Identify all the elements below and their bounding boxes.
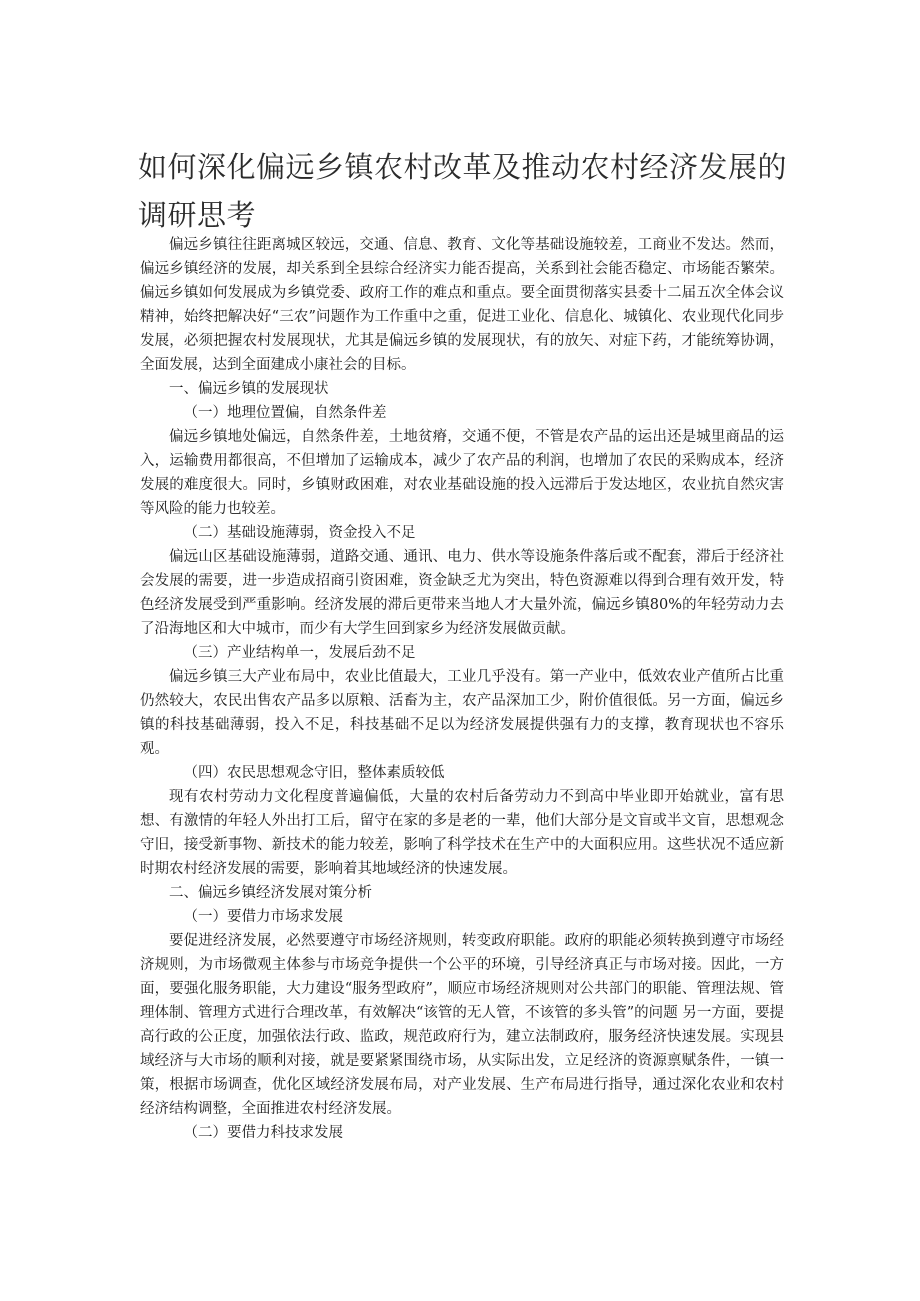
document-body bbox=[140, 233, 784, 1145]
title-line-2: 调研思考 bbox=[138, 198, 257, 233]
section-2-2-heading: （二）要借力科技求发展 bbox=[183, 1125, 343, 1141]
section-1-heading: 一、偏远乡镇的发展现状 bbox=[169, 381, 329, 397]
section-1-2-paragraph: 偏远山区基础设施薄弱，道路交通、通讯、电力、供水等设施条件落后或不配套，滞后于经济社会发展的需要，进一步造成招商引资困难，资金缺乏尤为突出，特色资源难以得到合理有效开发，特色经济发展受到严重影响。经济发展的滞后更带来当地人才大量外流，偏远乡镇80%的年轻劳动力去了沿海地区和大中城市，而少有大学生回到家乡为经济发展做贡献。 bbox=[140, 549, 784, 637]
section-2-1-heading: （一）要借力市场求发展 bbox=[183, 909, 343, 925]
section-1-2-heading: （二）基础设施薄弱，资金投入不足 bbox=[183, 525, 416, 541]
section-2-1-paragraph: 要促进经济发展，必然要遵守市场经济规则，转变政府职能。政府的职能必须转换到遵守市场经济规则，为市场微观主体参与市场竞争提供一个公平的环境，引导经济真正与市场对接。因此，一方面，要强化服务职能，大力建设“服务型政府”，顺应市场经济规则对公共部门的职能、管理法规、管理体制、管理方式进行合理改革，有效解决“该管的无人管，不该管的多头管”的问题 另一方面，要提高行政的公正度，加强依法行政、监政，规范政府行为，建立法制政府，服务经济快速发展。实现县域经济与大市场的顺利对接，就是要紧紧围绕市场，从实际出发，立足经济的资源禀赋条件，一镇一策，根据市场调查，优化区域经济发展布局，对产业发展、生产布局进行指导，通过深化农业和农村经济结构调整，全面推进农村经济发展。 bbox=[140, 933, 784, 1117]
section-1-1-heading: （一）地理位置偏，自然条件差 bbox=[183, 405, 387, 421]
intro-paragraph: 偏远乡镇往往距离城区较远，交通、信息、教育、文化等基础设施较差，工商业不发达。然而，偏远乡镇经济的发展，却关系到全县综合经济实力能否提高，关系到社会能否稳定、市场能否繁荣。偏远乡镇如何发展成为乡镇党委、政府工作的难点和重点。要全面贯彻落实县委十二届五次全体会议精神，始终把解决好“三农”问题作为工作重中之重，促进工业化、信息化、城镇化、农业现代化同步发展，必须把握农村发展现状，尤其是偏远乡镇的发展现状，有的放矢、对症下药，才能统筹协调，全面发展，达到全面建成小康社会的目标。 bbox=[140, 237, 784, 373]
section-1-1-paragraph: 偏远乡镇地处偏远，自然条件差，土地贫瘠，交通不便，不管是农产品的运出还是城里商品的运入，运输费用都很高，不但增加了运输成本，减少了农产品的利润，也增加了农民的采购成本，经济发展的难度很大。同时，乡镇财政困难，对农业基础设施的投入远滞后于发达地区，农业抗自然灾害等风险的能力也较差。 bbox=[140, 429, 784, 517]
section-2-heading: 二、偏远乡镇经济发展对策分析 bbox=[169, 885, 372, 901]
section-1-3-heading: （三）产业结构单一，发展后劲不足 bbox=[183, 645, 416, 661]
title-line-1: 如何深化偏远乡镇农村改革及推动农村经济发展的 bbox=[138, 150, 788, 185]
document-title bbox=[138, 143, 798, 239]
section-1-3-paragraph: 偏远乡镇三大产业布局中，农业比值最大，工业几乎没有。第一产业中，低效农业产值所占比重仍然较大，农民出售农产品多以原粮、活畜为主，农产品深加工少，附价值很低。另一方面，偏远乡镇的科技基础薄弱，投入不足，科技基础不足以为经济发展提供强有力的支撑，教育现状也不容乐观。 bbox=[140, 669, 784, 757]
section-1-4-paragraph: 现有农村劳动力文化程度普遍偏低，大量的农村后备劳动力不到高中毕业即开始就业，富有思想、有激情的年轻人外出打工后，留守在家的多是老的一辈，他们大部分是文盲或半文盲，思想观念守旧，接受新事物、新技术的能力较差，影响了科学技术在生产中的大面积应用。这些状况不适应新时期农村经济发展的需要，影响着其地域经济的快速发展。 bbox=[140, 789, 784, 877]
section-1-4-heading: （四）农民思想观念守旧，整体素质较低 bbox=[183, 765, 445, 781]
